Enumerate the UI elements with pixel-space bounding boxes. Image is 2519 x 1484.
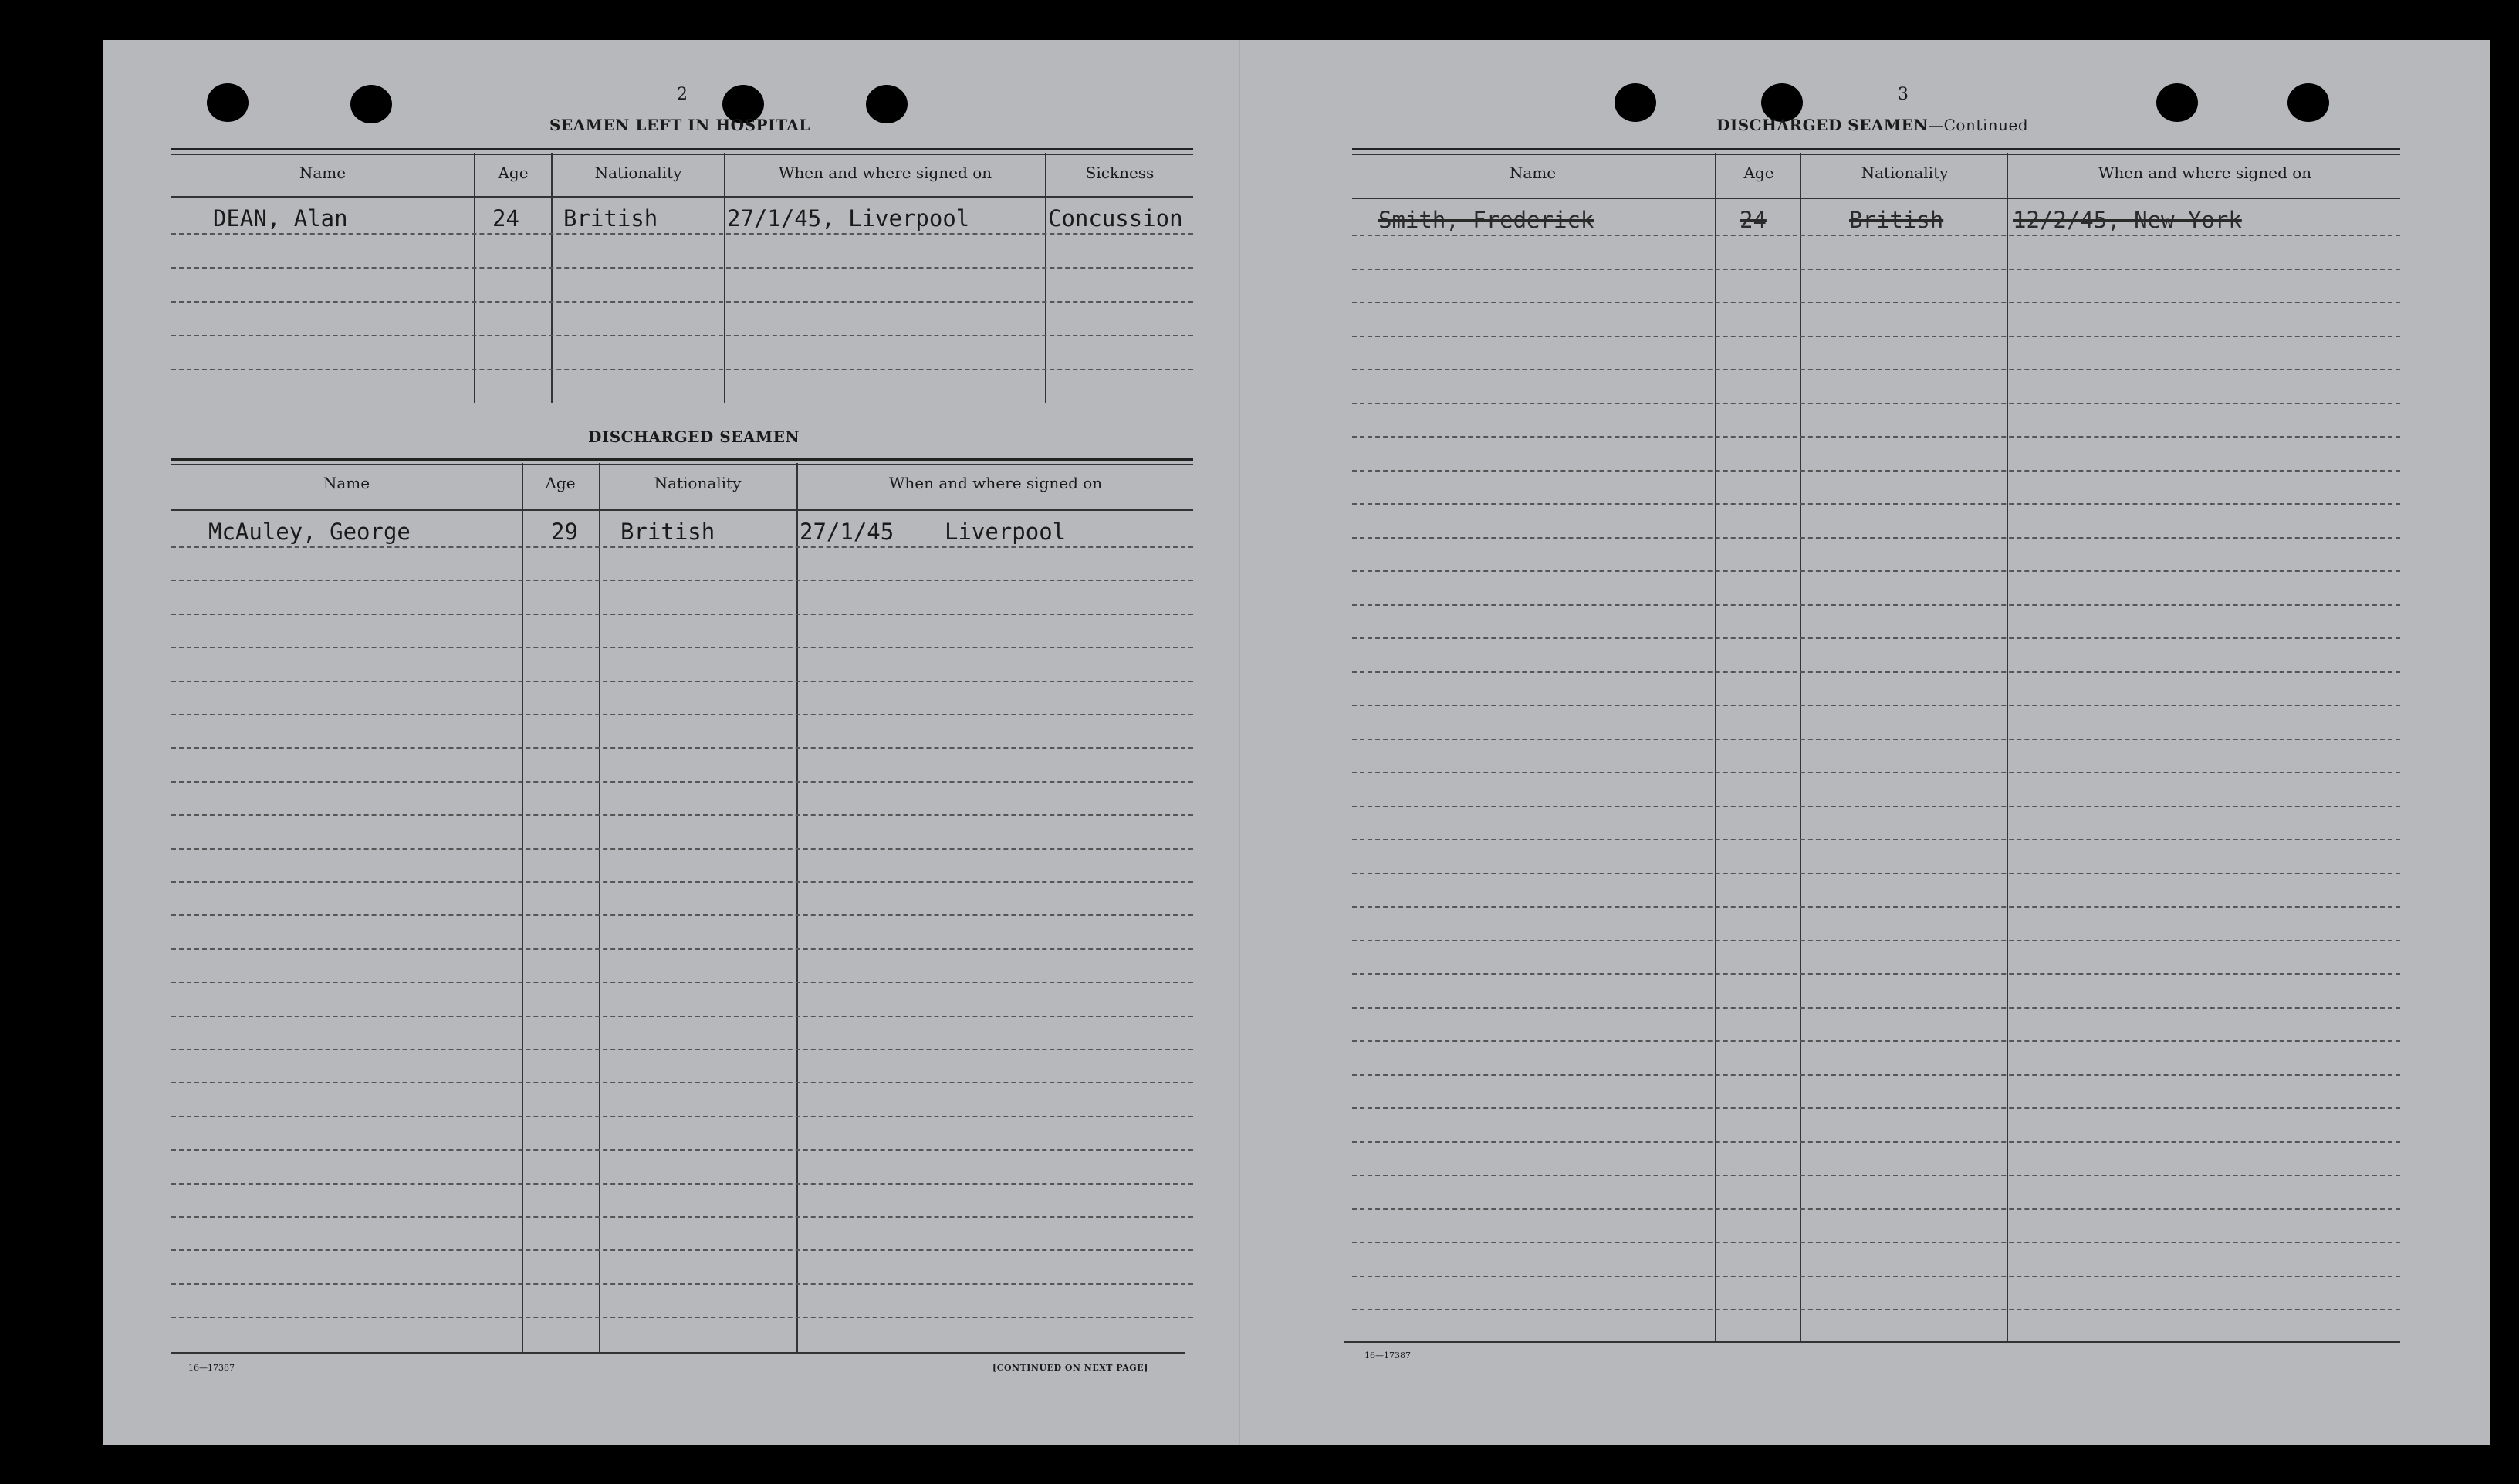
- ruled-line: [171, 814, 1193, 816]
- ruled-line: [1352, 436, 2400, 438]
- ruled-line: [1352, 1208, 2400, 1210]
- column-header: Age: [498, 164, 529, 182]
- ruled-line: [1352, 537, 2400, 539]
- hospital-name: DEAN, Alan: [213, 205, 348, 232]
- document-sheet: [103, 40, 2490, 1445]
- ruled-line: [1352, 940, 2400, 941]
- ruled-line: [1352, 336, 2400, 337]
- ruled-line: [1352, 403, 2400, 404]
- ruled-line: [171, 580, 1193, 581]
- title-text: DISCHARGED SEAMEN: [1716, 116, 1929, 134]
- column-divider: [2007, 153, 2008, 1341]
- ruled-line: [171, 681, 1193, 682]
- hospital-age: 24: [492, 205, 519, 232]
- ruled-line: [1352, 369, 2400, 370]
- continued-note: [CONTINUED ON NEXT PAGE]: [992, 1363, 1148, 1373]
- ruled-line: [171, 714, 1193, 715]
- ruled-line: [171, 948, 1193, 950]
- ruled-line: [1352, 269, 2400, 270]
- punch-hole: [2287, 83, 2329, 122]
- struck-age: 24: [1740, 207, 1767, 233]
- ruled-line: [171, 1149, 1193, 1151]
- ruled-line: [1352, 873, 2400, 874]
- ruled-line: [171, 1049, 1193, 1050]
- ruled-line: [1352, 1107, 2400, 1109]
- table-top-rule: [171, 458, 1193, 461]
- ruled-line: [171, 1317, 1193, 1318]
- ruled-line: [1352, 973, 2400, 975]
- title-suffix: —Continued: [1928, 116, 2029, 134]
- section-title-discharged-continued: [1716, 116, 2028, 134]
- ruled-line: [1352, 739, 2400, 740]
- table-top-rule: [1352, 154, 2400, 155]
- ruled-line: [1352, 235, 2400, 236]
- ruled-line: [1352, 1141, 2400, 1143]
- ruled-line: [1352, 839, 2400, 840]
- ruled-line: [1352, 1242, 2400, 1243]
- struck-nationality: British: [1849, 207, 1944, 233]
- ruled-line: [1352, 604, 2400, 606]
- discharged-signed-on: 27/1/45: [800, 519, 894, 545]
- ruled-line: [1352, 705, 2400, 706]
- hospital-sickness: Concussion: [1048, 205, 1183, 232]
- ruled-line: [171, 267, 1193, 269]
- ruled-line: [171, 747, 1193, 749]
- hospital-nationality: British: [563, 205, 658, 232]
- table-top-rule: [1352, 148, 2400, 150]
- column-divider: [1800, 153, 1801, 1341]
- discharged-name: McAuley, George: [208, 519, 411, 545]
- discharged-nationality: British: [620, 519, 715, 545]
- ruled-line: [1352, 1175, 2400, 1176]
- column-header: Age: [1743, 164, 1774, 182]
- ruled-line: [1352, 1040, 2400, 1042]
- struck-signed-on: 12/2/45, New York: [2013, 207, 2242, 233]
- column-header: Name: [299, 164, 347, 182]
- ruled-line: [171, 848, 1193, 850]
- table-top-rule: [171, 154, 1193, 155]
- ruled-line: [1352, 570, 2400, 572]
- ruled-line: [171, 1082, 1193, 1083]
- column-divider: [522, 463, 523, 1352]
- punch-hole: [2156, 83, 2198, 122]
- ruled-line: [171, 369, 1193, 370]
- ruled-line: [171, 1116, 1193, 1117]
- ruled-line: [1352, 1007, 2400, 1009]
- column-divider: [1045, 153, 1046, 403]
- ruled-line: [1352, 302, 2400, 303]
- discharged-place: Liverpool: [945, 519, 1067, 545]
- ruled-line: [171, 1183, 1193, 1185]
- page-fold: [1239, 40, 1240, 1445]
- ruled-line: [171, 781, 1193, 783]
- ruled-line: [171, 614, 1193, 615]
- hospital-signed-on: 27/1/45, Liverpool: [727, 205, 970, 232]
- punch-hole: [866, 85, 908, 123]
- ruled-line: [171, 1016, 1193, 1017]
- punch-hole: [350, 85, 392, 123]
- header-rule: [1352, 198, 2400, 199]
- section-title-discharged: DISCHARGED SEAMEN: [588, 428, 800, 446]
- ruled-line: [1352, 470, 2400, 472]
- table-bottom-rule: [171, 1352, 1185, 1354]
- column-header: Age: [545, 474, 576, 492]
- header-rule: [171, 509, 1193, 511]
- column-header: Name: [323, 474, 370, 492]
- ruled-line: [1352, 1276, 2400, 1277]
- column-header: Name: [1509, 164, 1557, 182]
- ruled-line: [1352, 637, 2400, 639]
- table-top-rule: [171, 148, 1193, 150]
- ruled-line: [1352, 1309, 2400, 1310]
- column-divider: [551, 153, 553, 403]
- ruled-line: [171, 546, 1193, 548]
- page-number: 2: [677, 85, 688, 104]
- ruled-line: [171, 301, 1193, 303]
- page-number: 3: [1898, 85, 1909, 104]
- ruled-line: [1352, 671, 2400, 673]
- ruled-line: [171, 914, 1193, 916]
- header-rule: [171, 196, 1193, 198]
- punch-hole: [1615, 83, 1656, 122]
- ruled-line: [171, 982, 1193, 983]
- column-header: Nationality: [654, 474, 742, 492]
- ruled-line: [171, 1283, 1193, 1285]
- ruled-line: [171, 233, 1193, 235]
- table-bottom-rule: [1344, 1341, 2400, 1343]
- column-header: Sickness: [1085, 164, 1155, 182]
- column-header: When and where signed on: [2098, 164, 2312, 182]
- column-header: When and where signed on: [778, 164, 992, 182]
- column-header: Nationality: [1861, 164, 1949, 182]
- ruled-line: [1352, 806, 2400, 807]
- ruled-line: [171, 647, 1193, 648]
- ruled-line: [1352, 772, 2400, 773]
- ruled-line: [171, 1216, 1193, 1218]
- punch-hole: [207, 83, 249, 122]
- column-divider: [724, 153, 725, 403]
- column-divider: [796, 463, 798, 1352]
- form-number: 16—17387: [1364, 1350, 1411, 1361]
- struck-name: Smith, Frederick: [1378, 207, 1594, 233]
- ruled-line: [1352, 1074, 2400, 1076]
- column-divider: [474, 153, 475, 403]
- column-divider: [1715, 153, 1716, 1341]
- ruled-line: [1352, 503, 2400, 505]
- section-title-hospital: SEAMEN LEFT IN HOSPITAL: [549, 116, 810, 134]
- discharged-age: 29: [551, 519, 578, 545]
- column-header: When and where signed on: [888, 474, 1103, 492]
- ruled-line: [171, 335, 1193, 336]
- table-top-rule: [171, 464, 1193, 465]
- ruled-line: [171, 1249, 1193, 1251]
- ruled-line: [1352, 906, 2400, 908]
- column-divider: [599, 463, 600, 1352]
- column-header: Nationality: [594, 164, 682, 182]
- ruled-line: [171, 881, 1193, 883]
- form-number: 16—17387: [188, 1363, 235, 1373]
